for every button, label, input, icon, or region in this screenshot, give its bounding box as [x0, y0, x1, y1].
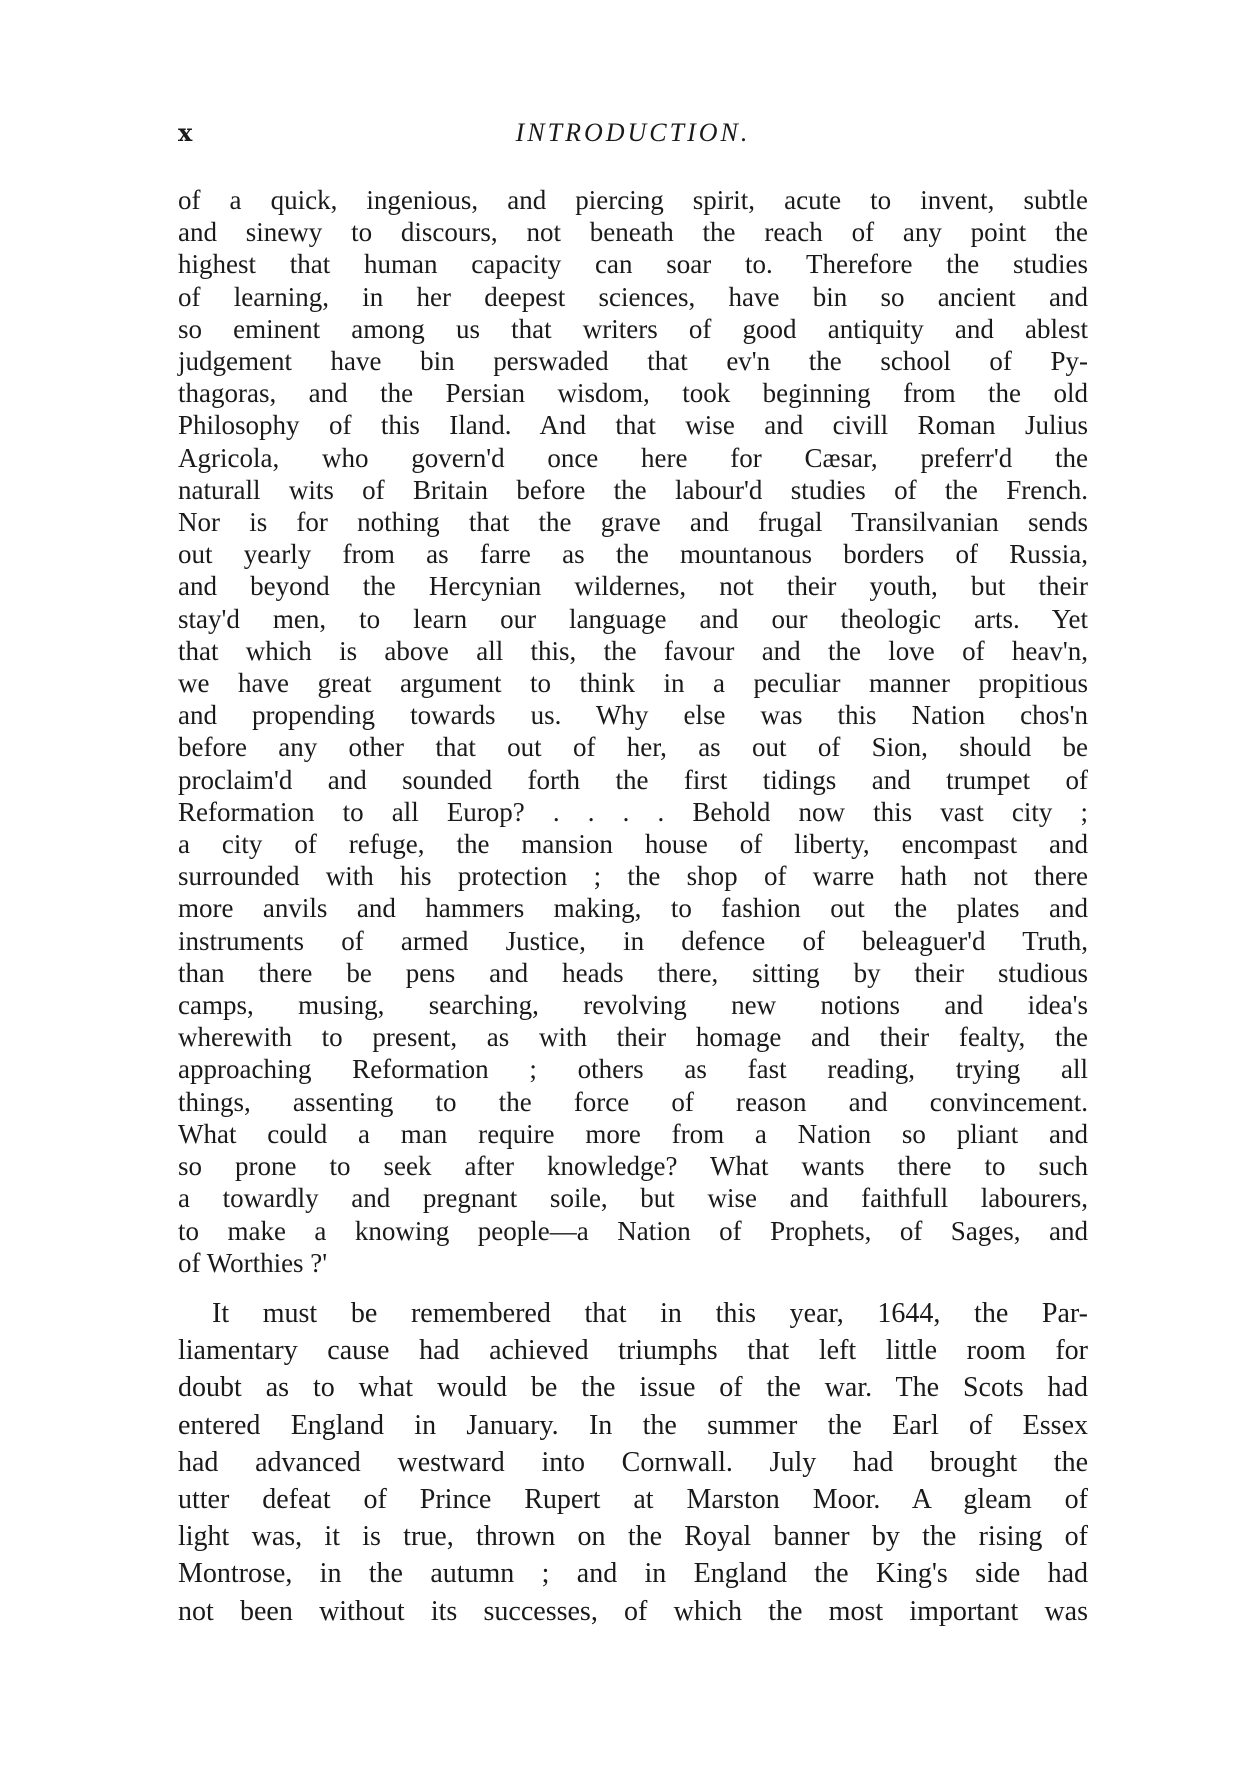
paragraph-line: entered England in January. In the summer the Earl of Essex	[178, 1409, 1088, 1441]
paragraph-line: It must be remembered that in this year, 1644, the Par-	[212, 1298, 1088, 1329]
running-head	[178, 118, 1088, 150]
paragraph-line: doubt as to what would be the issue of the war. The Scots had	[178, 1372, 1088, 1404]
quote-line: more anvils and hammers making, to fashion out the plates and	[178, 893, 1088, 924]
paragraph-line: liamentary cause had achieved triumphs that left little room for	[178, 1335, 1088, 1367]
quote-line: naturall wits of Britain before the labour'd studies of the French.	[178, 474, 1088, 505]
quote-line: before any other that out of her, as out of Sion, should be	[178, 732, 1088, 763]
paragraph-line: Montrose, in the autumn ; and in England the King's side had	[178, 1558, 1088, 1590]
quote-line: a city of refuge, the mansion house of liberty, encompast and	[178, 829, 1088, 860]
body-paragraph	[178, 1295, 1088, 1630]
quote-line: than there be pens and heads there, sitting by their studious	[178, 957, 1088, 988]
quote-line: What could a man require more from a Nation so pliant and	[178, 1118, 1088, 1149]
running-title: INTRODUCTION.	[515, 118, 751, 147]
quote-line: Reformation to all Europ? . . . . Behold now this vast city ;	[178, 796, 1088, 827]
quote-line: camps, musing, searching, revolving new notions and idea's	[178, 990, 1088, 1021]
quote-line: proclaim'd and sounded forth the first tidings and trumpet of	[178, 764, 1088, 795]
quote-line: we have great argument to think in a peculiar manner propitious	[178, 668, 1088, 699]
quote-line: a towardly and pregnant soile, but wise and faithfull labourers,	[178, 1183, 1088, 1214]
quote-line: out yearly from as farre as the mountanous borders of Russia,	[178, 539, 1088, 570]
quote-line: of learning, in her deepest sciences, have bin so ancient and	[178, 281, 1088, 312]
quote-line: and propending towards us. Why else was this Nation chos'n	[178, 700, 1088, 731]
quote-line: things, assenting to the force of reason and convincement.	[178, 1086, 1088, 1117]
paragraph-line: had advanced westward into Cornwall. July had brought the	[178, 1446, 1088, 1478]
page-number: x	[178, 118, 193, 147]
quote-line: Philosophy of this Iland. And that wise and civill Roman Julius	[178, 410, 1088, 441]
paragraph-line: utter defeat of Prince Rupert at Marston Moor. A gleam of	[178, 1484, 1088, 1516]
quote-line: Nor is for nothing that the grave and frugal Transilvanian sends	[178, 507, 1088, 538]
quote-line: and sinewy to discours, not beneath the reach of any point the	[178, 217, 1088, 248]
quote-line: judgement have bin perswaded that ev'n the school of Py-	[178, 346, 1088, 377]
quote-line: surrounded with his protection ; the shop of warre hath not there	[178, 861, 1088, 892]
quote-line: stay'd men, to learn our language and our theologic arts. Yet	[178, 603, 1088, 634]
quote-line: so prone to seek after knowledge? What wants there to such	[178, 1151, 1088, 1182]
quoted-passage	[178, 184, 1088, 1279]
quote-line: so eminent among us that writers of good antiquity and ablest	[178, 313, 1088, 344]
paragraph-line: not been without its successes, of which the most important was	[178, 1595, 1088, 1627]
quote-line: of a quick, ingenious, and piercing spirit, acute to invent, subtle	[178, 185, 1088, 215]
quote-line: to make a knowing people—a Nation of Prophets, of Sages, and	[178, 1215, 1088, 1246]
quote-line: wherewith to present, as with their homage and their fealty, the	[178, 1022, 1088, 1053]
quote-line: instruments of armed Justice, in defence of beleaguer'd Truth,	[178, 925, 1088, 956]
quote-line: Agricola, who govern'd once here for Cæsar, preferr'd the	[178, 442, 1088, 473]
quote-line: of Worthies ?'	[178, 1247, 328, 1278]
paragraph-line: light was, it is true, thrown on the Royal banner by the rising of	[178, 1521, 1088, 1553]
quote-line: that which is above all this, the favour and the love of heav'n,	[178, 635, 1088, 666]
quote-line: highest that human capacity can soar to. Therefore the studies	[178, 249, 1088, 280]
quote-line: approaching Reformation ; others as fast reading, trying all	[178, 1054, 1088, 1085]
quote-line: thagoras, and the Persian wisdom, took beginning from the old	[178, 378, 1088, 409]
quote-line: and beyond the Hercynian wildernes, not their youth, but their	[178, 571, 1088, 602]
